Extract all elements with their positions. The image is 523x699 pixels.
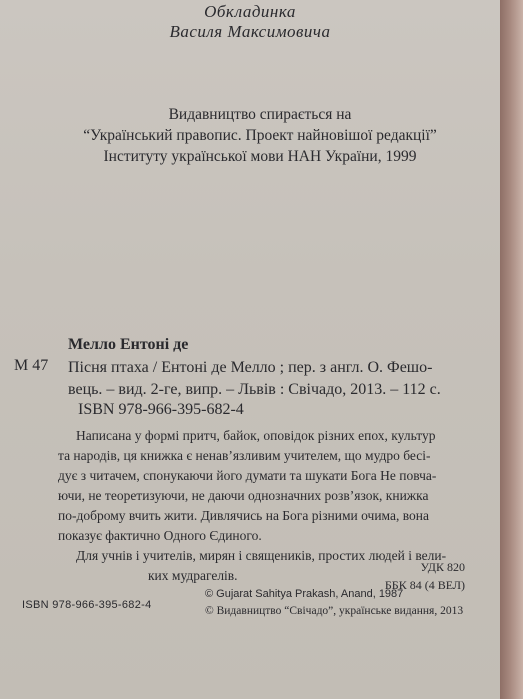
annotation-line: дує з читачем, спонукаючи його думати та шукати Бога Не повча- <box>58 468 437 483</box>
annotation-line: та народів, ця книжка є ненав’язливим учителем, що мудро бесі- <box>58 448 431 463</box>
copyright-original: © Gujarat Sahitya Prakash, Anand, 1987 <box>205 588 404 600</box>
audience-line: Для учнів і учителів, мирян і священиків, простих людей і вели- <box>76 548 447 563</box>
catalog-code: М 47 <box>14 357 49 374</box>
catalog-description <box>68 357 441 401</box>
catalog-description-line: Пісня птаха / Ентоні де Мелло ; пер. з англ. О. Фешо- <box>68 359 433 376</box>
publisher-note-line: “Український правопис. Проект найновішої редакції” <box>83 127 437 144</box>
publisher-note <box>0 104 520 167</box>
footer-isbn: ISBN 978-966-395-682-4 <box>22 599 152 611</box>
annotation-line: ючи, не теоретизуючи, не даючи однозначних розв’язок, книжка <box>58 488 429 503</box>
publisher-note-line: Інституту української мови НАН України, 1999 <box>103 148 417 165</box>
catalog-isbn: ISBN 978-966-395-682-4 <box>78 401 244 418</box>
cover-credit-label: Обкладинка <box>204 2 296 21</box>
annotation-line: по-доброму вчить жити. Дивлячись на Бога різними очима, вона <box>58 508 429 523</box>
copyright-ukrainian: © Видавництво “Свічадо”, українське видання, 2013 <box>205 605 464 617</box>
annotation-line: показує фактично Одного Єдиного. <box>58 528 262 543</box>
publisher-note-line: Видавництво спирається на <box>168 106 352 123</box>
copyright-block <box>205 586 463 620</box>
udk-code: УДК 820 <box>420 560 465 574</box>
cover-credit-artist: Василя Максимовича <box>169 22 331 41</box>
annotation-line: Написана у формі притч, байок, оповідок різних епох, культур <box>76 428 436 443</box>
catalog-author: Мелло Ентоні де <box>68 336 189 353</box>
bbk-code: ББК 84 (4 ВЕЛ) <box>384 578 465 592</box>
cover-credit <box>0 2 500 42</box>
catalog-description-line: вець. – вид. 2-ге, випр. – Львів : Свічадо, 2013. – 112 с. <box>68 381 441 398</box>
audience-line: ких мудрагелів. <box>148 568 238 583</box>
